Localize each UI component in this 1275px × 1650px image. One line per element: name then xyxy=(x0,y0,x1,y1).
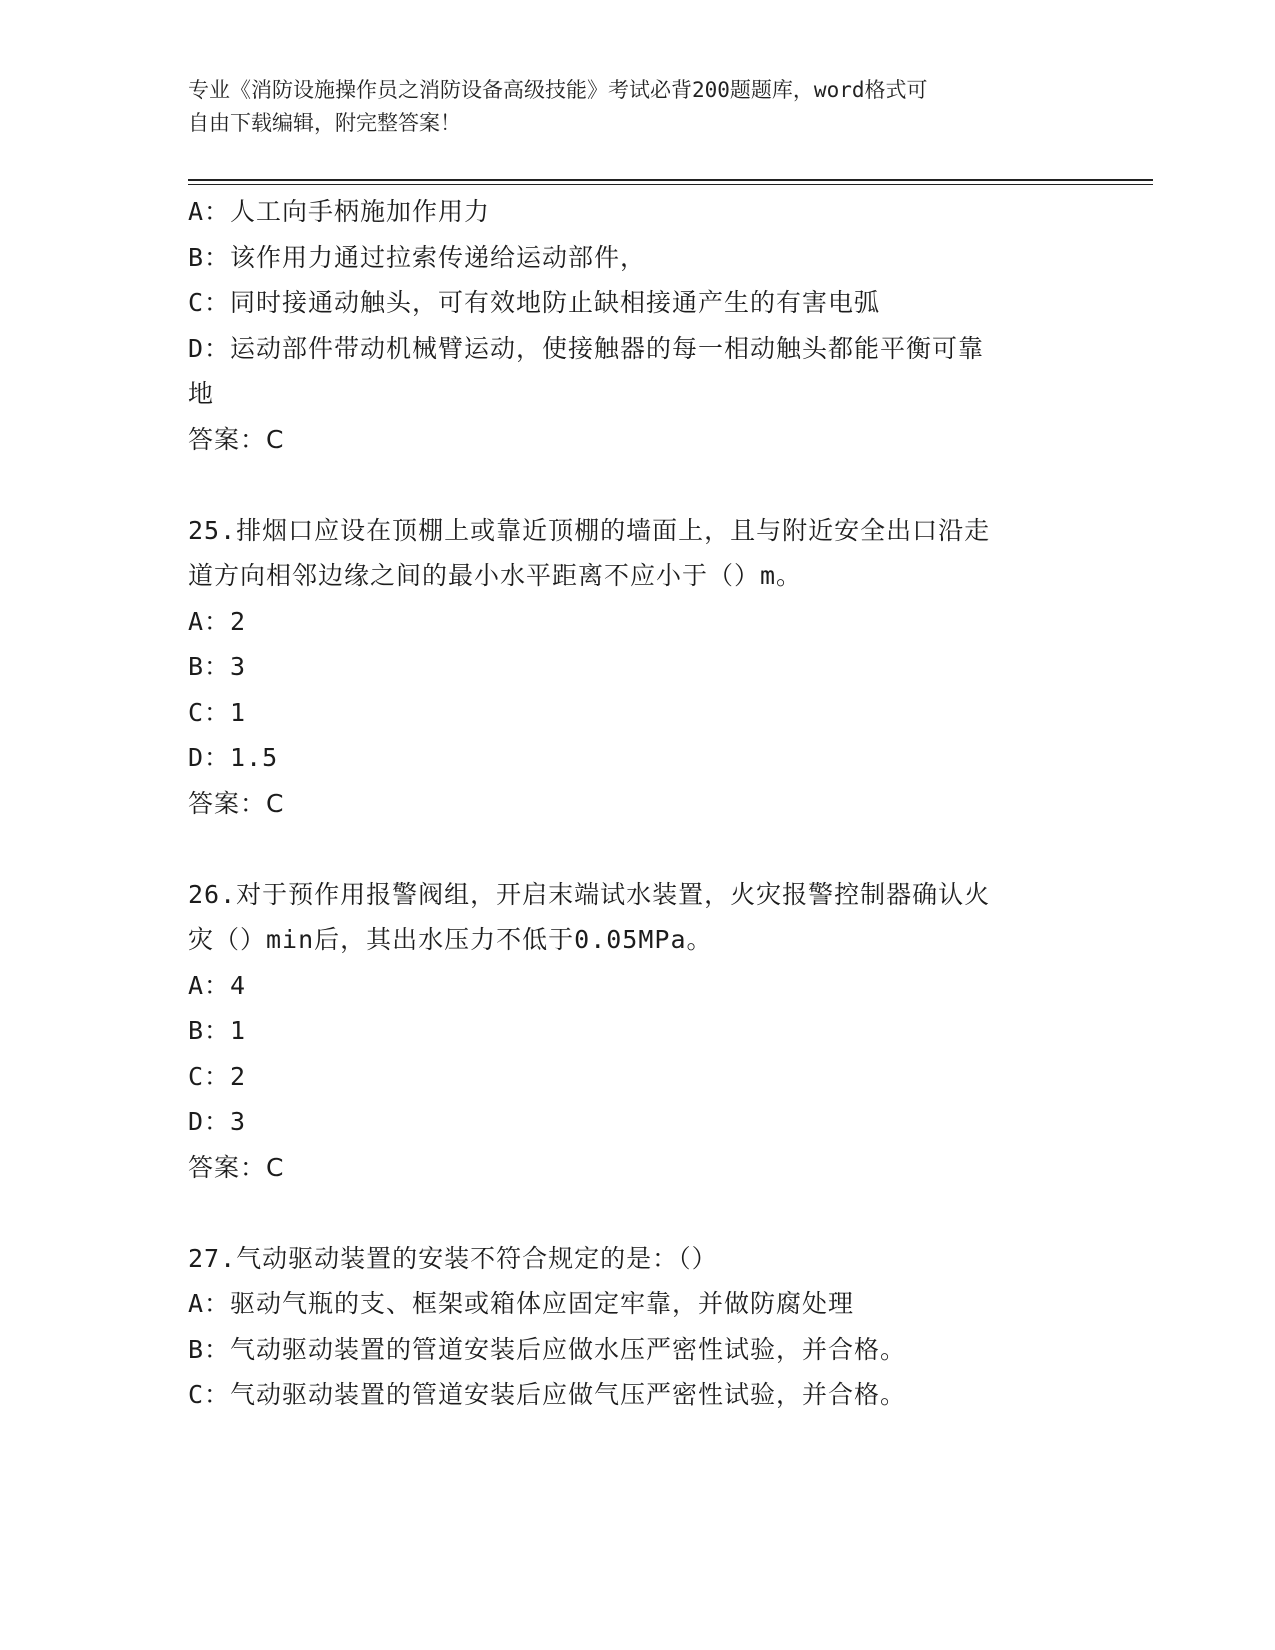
q25-option-a: A：2 xyxy=(188,606,247,636)
question-24-block xyxy=(188,189,1088,462)
q26-answer: 答案：C xyxy=(188,1152,285,1182)
q25-answer: 答案：C xyxy=(188,788,285,818)
q24-option-d-line-1: D：运动部件带动机械臂运动，使接触器的每一相动触头都能平衡可靠 xyxy=(188,333,985,363)
q24-option-d-line-2: 地 xyxy=(188,379,215,408)
q26-stem-line-1: 26.对于预作用报警阀组，开启末端试水装置，火灾报警控制器确认火 xyxy=(188,879,991,909)
question-27-block xyxy=(188,1236,1088,1418)
q27-option-a: A：驱动气瓶的支、框架或箱体应固定牢靠，并做防腐处理 xyxy=(188,1289,855,1318)
header-divider-thick xyxy=(188,179,1153,181)
q25-option-c: C：1 xyxy=(188,697,247,727)
q25-stem-line-1: 25.排烟口应设在顶棚上或靠近顶棚的墙面上，且与附近安全出口沿走 xyxy=(188,515,991,545)
q26-option-a: A：4 xyxy=(188,970,247,1000)
q26-option-d: D：3 xyxy=(188,1107,247,1136)
header-divider-thin xyxy=(188,184,1153,185)
q26-stem-line-2: 灾（）min后，其出水压力不低于0.05MPa。 xyxy=(188,925,713,954)
question-26-block xyxy=(188,872,1088,1191)
spacer xyxy=(188,462,1088,508)
spacer xyxy=(188,1190,1088,1236)
spacer xyxy=(188,826,1088,872)
q24-option-b: B：该作用力通过拉索传递给运动部件， xyxy=(188,242,647,272)
header-line-1: 专业《消防设施操作员之消防设备高级技能》考试必背200题题库，word格式可 xyxy=(188,78,928,102)
q27-option-b: B：气动驱动装置的管道安装后应做水压严密性试验，并合格。 xyxy=(188,1334,907,1364)
question-25-block xyxy=(188,508,1088,827)
q24-option-c: C：同时接通动触头，可有效地防止缺相接通产生的有害电弧 xyxy=(188,288,881,317)
q25-stem-line-2: 道方向相邻边缘之间的最小水平距离不应小于（）m。 xyxy=(188,561,803,590)
header-line-2: 自由下载编辑，附完整答案！ xyxy=(188,111,461,135)
q25-option-b: B：3 xyxy=(188,652,247,681)
q24-option-a: A：人工向手柄施加作用力 xyxy=(188,197,491,226)
document-header xyxy=(188,74,1068,140)
q24-answer: 答案：C xyxy=(188,424,285,454)
q27-option-c: C：气动驱动装置的管道安装后应做气压严密性试验，并合格。 xyxy=(188,1380,907,1409)
q26-option-b: B：1 xyxy=(188,1016,247,1045)
q27-stem: 27.气动驱动装置的安装不符合规定的是：（） xyxy=(188,1243,718,1273)
q26-option-c: C：2 xyxy=(188,1061,247,1091)
q25-option-d: D：1.5 xyxy=(188,743,279,772)
document-body xyxy=(188,189,1088,1418)
